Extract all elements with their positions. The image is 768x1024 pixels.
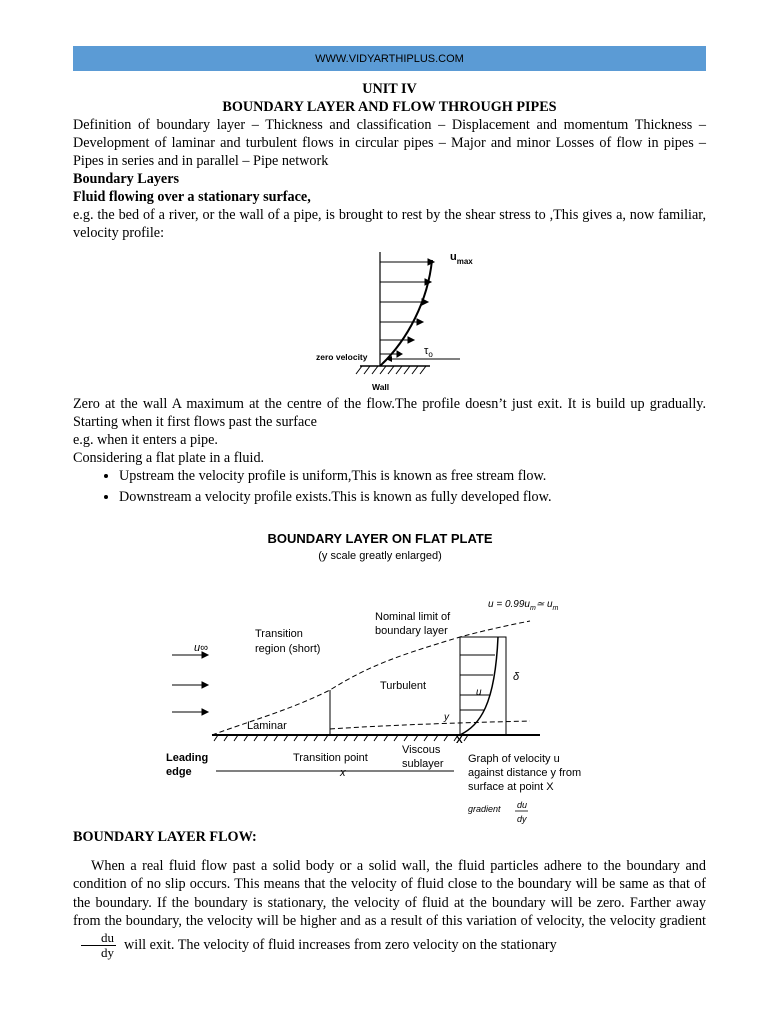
figure-subtitle: (y scale greatly enlarged): [318, 550, 442, 562]
tau-subscript: o: [428, 350, 433, 359]
intro-text: Definition of boundary layer – Thickness and classification – Displacement and momentum Thickness – Development of laminar and turbulent flows in circular pipes – Major and minor Losses of flow in pipes – Pipes in series and in parallel – Pipe network: [73, 117, 706, 169]
viscous-sublayer-line2: sublayer: [402, 758, 444, 770]
body-text: [73, 395, 706, 509]
y-label: y: [444, 712, 449, 723]
velocity-gradient-fraction: [81, 931, 116, 960]
delta-label: δ: [513, 671, 520, 683]
u-relation-end: ≃ u: [535, 599, 553, 610]
m-subscript: m: [529, 605, 536, 612]
u-label: u: [476, 687, 482, 698]
site-banner: WWW.VIDYARTHIPLUS.COM: [73, 46, 706, 71]
transition-point-label: Transition point: [293, 752, 368, 764]
fraction-numerator: du: [81, 931, 116, 946]
svg-text:umax: [450, 251, 473, 266]
section-paragraph: [73, 857, 706, 960]
page-content: [73, 80, 706, 242]
boundary-layer-flow-section: [73, 828, 706, 960]
m-subscript-2: m: [552, 605, 559, 612]
leading-edge-line1: Leading: [166, 752, 209, 764]
gradient-label: gradient: [468, 804, 501, 814]
graph-note-line3: surface at point X: [468, 781, 554, 793]
list-item: • Downstream a velocity profile exists.This is known as fully developed flow.: [119, 488, 706, 506]
section-text: e.g. the bed of a river, or the wall of a pipe, is brought to rest by the shear stress to ,This gives a, now familiar, velocity profile:: [73, 207, 706, 241]
bullet-list: [73, 467, 706, 506]
umax-label: u: [450, 251, 457, 263]
nominal-limit-line1: Nominal limit of: [375, 611, 451, 623]
point-x-label: X: [456, 735, 463, 746]
transition-region-line1: Transition: [255, 628, 303, 640]
paragraph-text-a: When a real fluid flow past a solid body or a solid wall, the fluid particles adhere to the boundary and condition of no slip occurs. This means that the velocity of fluid close to the boundary will be same as that of the boundary. If the boundary is stationary, the velocity of fluid at the boundary will be zero. Farther away from the boundary, the velocity will be higher and as a result of this variation of velocity, the velocity gradient: [73, 857, 706, 929]
nominal-limit-line2: boundary layer: [375, 625, 448, 637]
zero-velocity-label: zero velocity: [316, 352, 368, 362]
wall-label: Wall: [372, 382, 390, 392]
list-item: • Upstream the velocity profile is uniform,This is known as free stream flow.: [119, 467, 706, 485]
graph-note-line1: Graph of velocity u: [468, 753, 560, 765]
body-line-3: Considering a flat plate in a fluid.: [73, 450, 265, 466]
laminar-label: Laminar: [247, 720, 287, 732]
tau-label: τ: [424, 345, 429, 357]
u-relation: u = 0.99u: [488, 599, 530, 610]
leading-edge-line2: edge: [166, 766, 192, 778]
viscous-sublayer-line1: Viscous: [402, 744, 441, 756]
umax-subscript: max: [456, 257, 473, 266]
gradient-denominator: dy: [517, 814, 527, 824]
figure-title: BOUNDARY LAYER ON FLAT PLATE: [267, 531, 493, 546]
body-line-1: Zero at the wall A maximum at the centre of the flow.The profile doesn’t just exit. It is build up gradually. Starting when it first flows past the surface: [73, 396, 706, 430]
fraction-denominator: dy: [101, 944, 114, 960]
svg-text:τo: [424, 345, 433, 359]
u-infinity-label: u∞: [194, 642, 208, 654]
unit-label: UNIT IV: [362, 81, 417, 97]
graph-note-line2: against distance y from: [468, 767, 582, 779]
transition-region-line2: region (short): [255, 643, 321, 655]
turbulent-label: Turbulent: [380, 680, 427, 692]
paragraph-text-b: will exit. The velocity of fluid increases from zero velocity on the stationary: [124, 936, 557, 953]
boundary-layer-figure: [160, 525, 620, 830]
x-distance-label: x: [340, 767, 346, 779]
gradient-numerator: du: [517, 800, 528, 810]
section-heading: Boundary Layers: [73, 171, 180, 187]
section-heading: BOUNDARY LAYER FLOW:: [73, 829, 257, 845]
page-title: BOUNDARY LAYER AND FLOW THROUGH PIPES: [222, 99, 557, 115]
section-subheading: Fluid flowing over a stationary surface,: [73, 189, 311, 205]
body-line-2: e.g. when it enters a pipe.: [73, 432, 218, 448]
svg-text:u = 0.99um≃ um: [488, 599, 559, 612]
velocity-profile-figure: [300, 250, 500, 400]
